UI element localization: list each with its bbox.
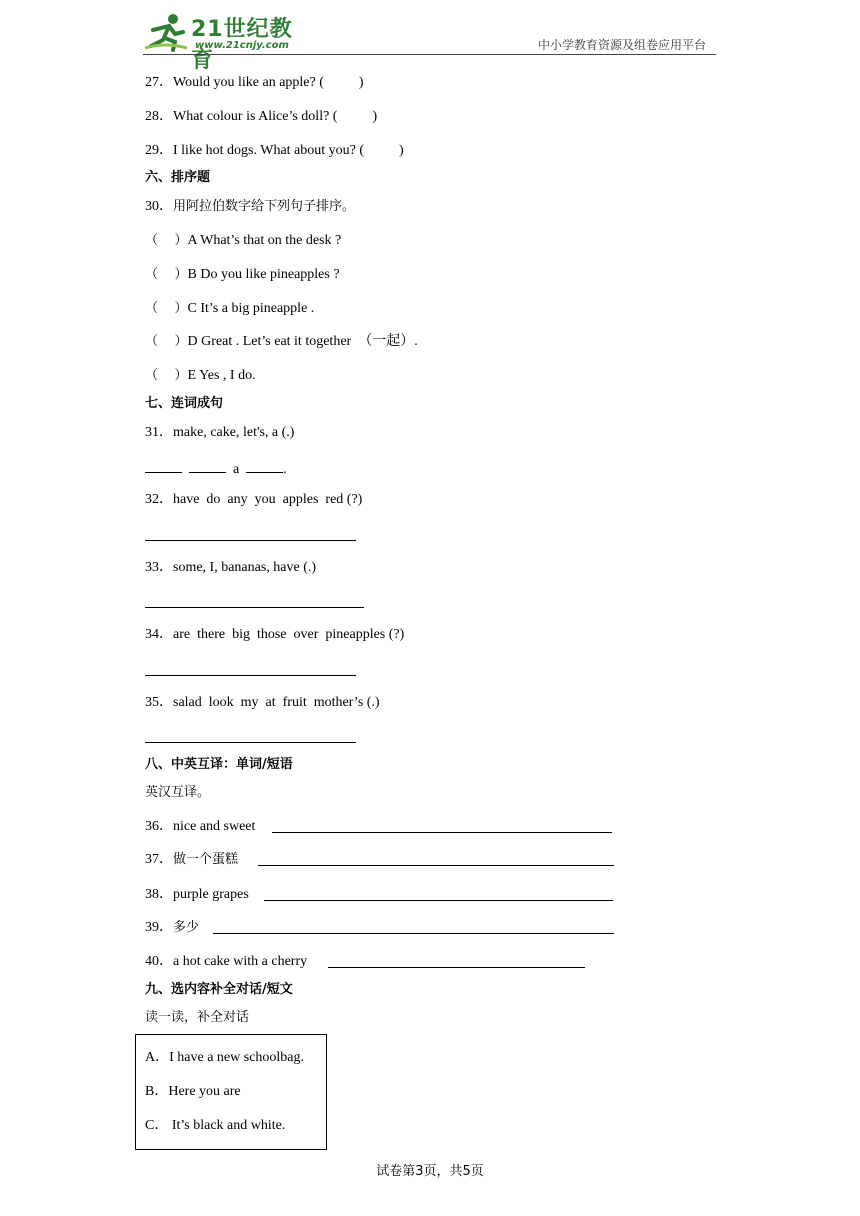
question-text: I like hot dogs. What about you? ( )	[173, 143, 404, 158]
question-29	[145, 142, 404, 160]
question-35	[145, 694, 380, 712]
question-text: salad look my at fruit mother’s (.)	[173, 695, 380, 710]
order-item-b	[145, 266, 340, 284]
question-number: 32．	[145, 492, 173, 507]
answer-line-40[interactable]	[328, 967, 585, 968]
logo-title: 21世纪教育	[191, 17, 293, 73]
question-30	[145, 198, 355, 216]
answer-line-32[interactable]	[145, 540, 356, 541]
option-text: I have a new schoolbag.	[169, 1050, 305, 1065]
question-text: make, cake, let's, a (.)	[173, 425, 295, 440]
question-32	[145, 491, 362, 509]
question-text: 多少	[173, 920, 200, 935]
section-9-title: 九、选内容补全对话/短文	[145, 982, 293, 997]
section-7-title: 七、连词成句	[145, 396, 224, 411]
question-text: are there big those over pineapples (?)	[173, 627, 405, 642]
answer-line-38[interactable]	[264, 900, 613, 901]
option-b	[145, 1083, 241, 1101]
header-divider	[143, 54, 716, 55]
answer-line-34[interactable]	[145, 675, 356, 676]
option-c	[145, 1117, 285, 1135]
order-paren: （ ）	[145, 267, 188, 282]
answer-blank[interactable]	[145, 458, 182, 473]
answer-31	[145, 458, 287, 479]
order-text: C It’s a big pineapple .	[187, 301, 315, 316]
answer-line-36[interactable]	[272, 832, 612, 833]
question-text: Would you like an apple? ( )	[173, 75, 364, 90]
page-header	[143, 10, 716, 73]
section-9-instruction: 读一读，补全对话	[145, 1010, 250, 1025]
option-label: B．	[145, 1084, 169, 1099]
logo-url: www.21cnjy.com	[195, 40, 289, 51]
question-27	[145, 74, 364, 92]
option-label: A．	[145, 1050, 170, 1065]
question-text: a hot cake with a cherry	[173, 954, 308, 969]
option-text: Here you are	[168, 1084, 241, 1099]
order-paren: （ ）	[145, 368, 188, 383]
question-38	[145, 886, 249, 904]
question-text: purple grapes	[173, 887, 249, 902]
question-number: 34．	[145, 627, 173, 642]
option-label: C．	[145, 1118, 169, 1133]
question-text: have do any you apples red (?)	[173, 492, 363, 507]
question-number: 29．	[145, 143, 173, 158]
page-footer	[0, 1160, 860, 1179]
order-text: E Yes , I do.	[187, 368, 256, 383]
question-number: 31．	[145, 425, 173, 440]
site-logo	[143, 10, 313, 73]
answer-line-37[interactable]	[258, 865, 614, 866]
question-39	[145, 919, 199, 937]
order-item-c	[145, 300, 314, 318]
question-number: 27．	[145, 75, 173, 90]
question-number: 36．	[145, 819, 173, 834]
question-40	[145, 953, 307, 971]
runner-logo-icon	[143, 12, 189, 52]
answer-line-39[interactable]	[213, 933, 614, 934]
question-33	[145, 559, 316, 577]
order-text: B Do you like pineapples ?	[187, 267, 340, 282]
platform-name: 中小学教育资源及组卷应用平台	[537, 38, 706, 52]
answer-blank[interactable]	[189, 458, 226, 473]
order-text: A What’s that on the desk ?	[187, 233, 342, 248]
question-37	[145, 851, 238, 869]
answer-line-33[interactable]	[145, 607, 364, 608]
question-34	[145, 626, 404, 644]
order-paren: （ ）	[145, 301, 188, 316]
order-paren: （ ）	[145, 233, 188, 248]
answer-blank[interactable]	[246, 458, 283, 473]
page-number: 试卷第3页，共5页	[376, 1164, 484, 1179]
section-8-title: 八、中英互译：单词/短语	[145, 757, 293, 772]
order-item-d	[145, 333, 418, 351]
question-text: 用阿拉伯数字给下列句子排序。	[173, 199, 356, 214]
question-36	[145, 818, 255, 836]
order-text: D Great . Let’s eat it together （一起）.	[187, 334, 418, 349]
option-text: It’s black and white.	[168, 1118, 286, 1133]
question-number: 38．	[145, 887, 173, 902]
question-28	[145, 108, 377, 126]
answer-line-35[interactable]	[145, 742, 356, 743]
order-item-e	[145, 367, 256, 385]
question-number: 37．	[145, 852, 173, 867]
option-a	[145, 1049, 304, 1067]
question-31	[145, 424, 294, 442]
order-item-a	[145, 232, 341, 250]
question-text: What colour is Alice’s doll? ( )	[173, 109, 378, 124]
question-text: 做一个蛋糕	[173, 852, 239, 867]
section-8-instruction: 英汉互译。	[145, 785, 211, 800]
question-number: 28．	[145, 109, 173, 124]
section-6-title: 六、排序题	[145, 170, 211, 185]
order-paren: （ ）	[145, 334, 188, 349]
question-text: some, I, bananas, have (.)	[173, 560, 317, 575]
answer-word: a	[233, 462, 240, 477]
question-number: 30．	[145, 199, 173, 214]
question-number: 33．	[145, 560, 173, 575]
question-number: 40．	[145, 954, 173, 969]
question-number: 39．	[145, 920, 173, 935]
question-text: nice and sweet	[173, 819, 256, 834]
answer-end: .	[283, 462, 287, 477]
question-number: 35．	[145, 695, 173, 710]
